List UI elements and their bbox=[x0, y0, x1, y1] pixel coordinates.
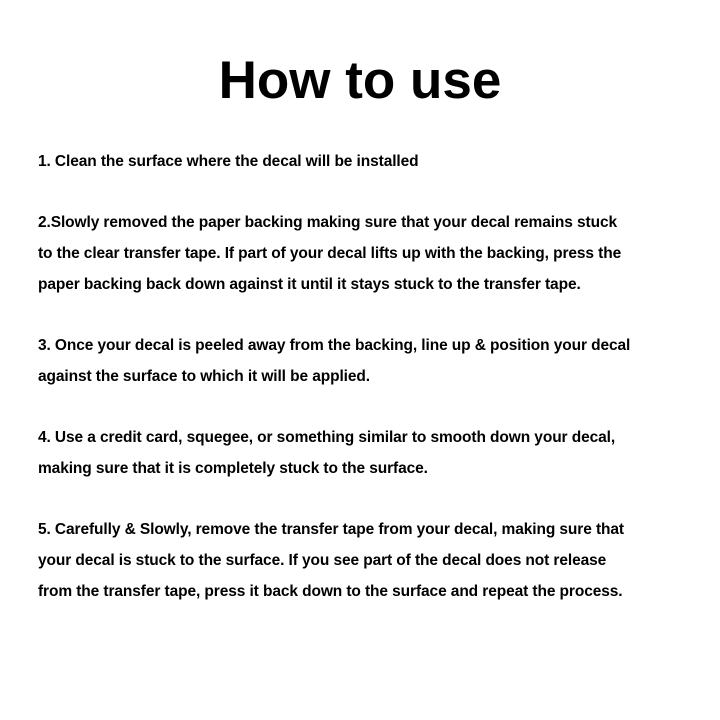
page-title: How to use bbox=[218, 51, 502, 110]
instruction-line: 4. Use a credit card, squegee, or something similar to smooth down your decal, bbox=[38, 429, 616, 446]
instruction-step-4 bbox=[38, 422, 690, 484]
instruction-step-5 bbox=[38, 514, 690, 607]
instruction-steps bbox=[0, 146, 720, 607]
instruction-line: paper backing back down against it until it stays stuck to the transfer tape. bbox=[38, 276, 581, 293]
instruction-line: 2.Slowly removed the paper backing making sure that your decal remains stuck bbox=[38, 214, 618, 231]
instruction-line: 1. Clean the surface where the decal will be installed bbox=[38, 153, 419, 170]
instruction-step-3 bbox=[38, 330, 690, 392]
instruction-line: your decal is stuck to the surface. If you see part of the decal does not release bbox=[38, 552, 607, 569]
instruction-line: against the surface to which it will be applied. bbox=[38, 368, 370, 385]
instruction-line: from the transfer tape, press it back down to the surface and repeat the process. bbox=[38, 583, 623, 600]
instruction-step-1 bbox=[38, 146, 690, 177]
instruction-line: to the clear transfer tape. If part of your decal lifts up with the backing, press the bbox=[38, 245, 622, 262]
instruction-line: 5. Carefully & Slowly, remove the transfer tape from your decal, making sure that bbox=[38, 521, 624, 538]
instruction-line: 3. Once your decal is peeled away from the backing, line up & position your decal bbox=[38, 337, 631, 354]
instruction-line: making sure that it is completely stuck to the surface. bbox=[38, 460, 428, 477]
instruction-step-2 bbox=[38, 207, 690, 300]
